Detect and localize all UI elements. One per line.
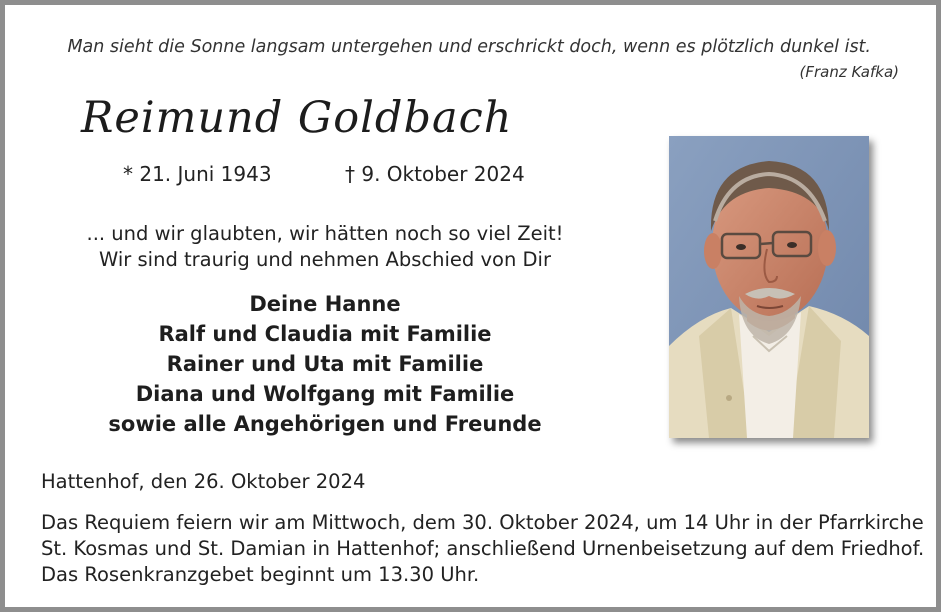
signer: Diana und Wolfgang mit Familie — [135, 382, 515, 406]
place-date: Hattenhof, den 26. Oktober 2024 — [41, 470, 366, 493]
service-details — [41, 510, 925, 588]
portrait-illustration — [669, 136, 869, 438]
signer: Ralf und Claudia mit Familie — [158, 322, 492, 346]
death-date: † 9. Oktober 2024 — [345, 162, 525, 186]
signer: Rainer und Uta mit Familie — [166, 352, 484, 376]
signer: Deine Hanne — [249, 292, 401, 316]
details-line: Das Rosenkranzgebet beginnt um 13.30 Uhr. — [41, 563, 480, 586]
message-line-1: ... und wir glaubten, wir hätten noch so viel Zeit! — [86, 222, 564, 245]
deceased-name: Reimund Goldbach — [81, 93, 513, 143]
quote-author: (Franz Kafka) — [799, 63, 899, 81]
signer: sowie alle Angehörigen und Freunde — [108, 412, 542, 436]
birth-date: * 21. Juni 1943 — [123, 162, 272, 186]
quote-text: Man sieht die Sonne langsam untergehen und erschrickt doch, wenn es plötzlich dunkel ist. — [67, 37, 871, 57]
signers-list — [45, 289, 605, 439]
message-line-2: Wir sind traurig und nehmen Abschied von Dir — [99, 248, 551, 271]
portrait-photo — [669, 136, 869, 438]
details-line: Das Requiem feiern wir am Mittwoch, dem 30. Oktober 2024, um 14 Uhr in der Pfarrkirche — [41, 511, 924, 534]
details-line: St. Kosmas und St. Damian in Hattenhof; anschließend Urnenbeisetzung auf dem Friedhof. — [41, 537, 925, 560]
